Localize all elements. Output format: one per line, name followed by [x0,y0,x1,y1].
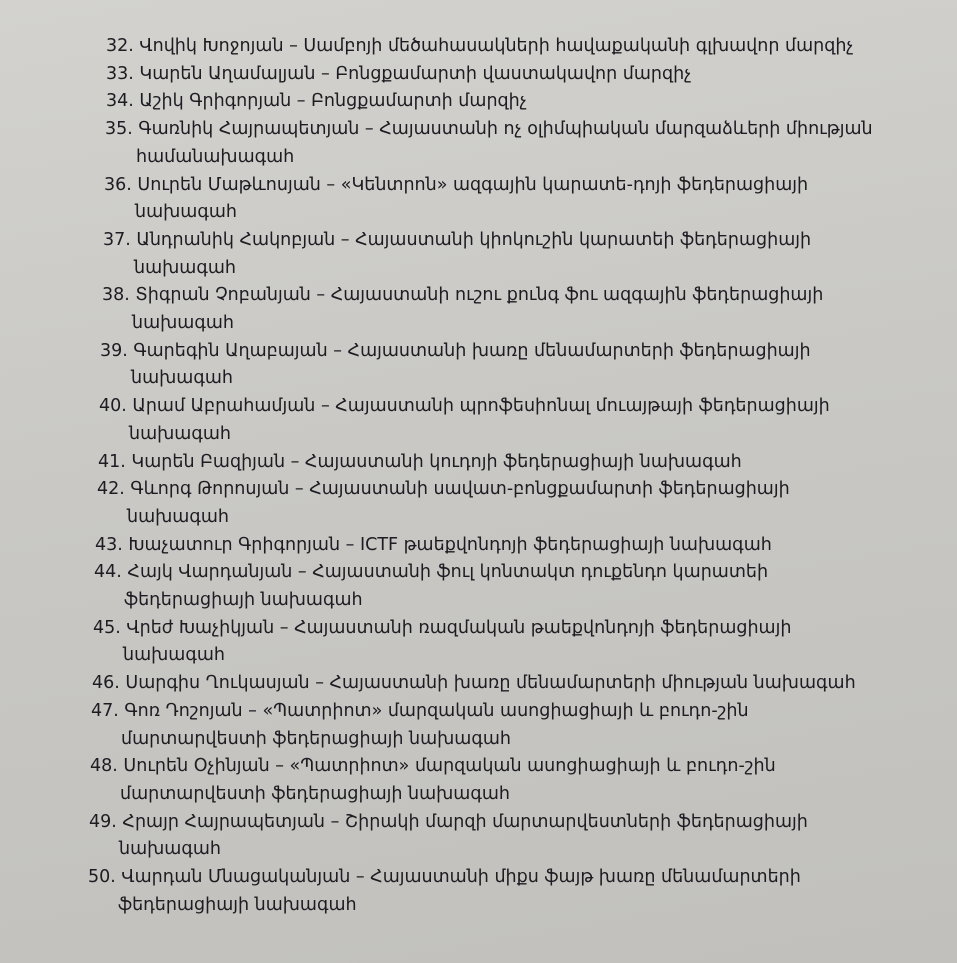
item-number: 37. [103,229,131,250]
item-text: Վրեժ Խաչիկյան – Հայաստանի ռազմական թաեքվոնդոյի ֆեդերացիայի [126,617,792,638]
list-item [0,615,957,670]
item-number: 49. [89,811,117,832]
item-number: 35. [105,119,133,140]
item-number: 47. [91,700,119,721]
item-text: Սարգիս Ղուկասյան – Հայաստանի խառը մենամարտերի միության նախագահ [125,673,856,694]
item-text-continuation: ֆեդերացիայի նախագահ [118,894,357,915]
item-text: Հայկ Վարդանյան – Հայաստանի ֆուլ կոնտակտ դուքենդո կարատեի [127,562,769,583]
list-item [0,338,957,393]
list-item [0,227,957,282]
item-number: 39. [100,340,128,361]
list-item [0,753,957,808]
item-number: 44. [94,562,122,583]
item-text-continuation: նախագահ [119,839,221,860]
item-text-continuation: նախագահ [132,313,234,334]
list-item [0,809,957,864]
list-item [0,393,957,448]
item-text: Կարեն Բազիյան – Հայաստանի կուդոյի ֆեդերացիայի նախագահ [131,451,742,472]
list-item [0,33,957,61]
item-text: Գոռ Դոշոյան – «Պատրիոտ» մարզական ասոցիացիայի և բուդո-շին [124,700,749,721]
item-number: 50. [88,867,116,888]
item-text-continuation: նախագահ [129,423,231,444]
item-text-continuation: մարտարվեստի ֆեդերացիայի նախագահ [121,728,511,749]
item-number: 46. [92,673,120,694]
item-text: Հրայր Հայրապետյան – Շիրակի մարզի մարտարվեստների ֆեդերացիայի [122,811,808,832]
item-text-continuation: նախագահ [134,257,236,278]
list-item [0,532,957,560]
item-text: Գևորգ Թորոսյան – Հայաստանի սավատ-բոնցքամարտի ֆեդերացիայի [130,479,790,500]
item-text-continuation: նախագահ [127,506,229,527]
item-text: Սուրեն Մաթևոսյան – «Կենտրոն» ազգային կարատե-դոյի ֆեդերացիայի [137,174,809,195]
item-text-continuation: համանախագահ [136,146,295,167]
item-number: 38. [102,285,130,306]
item-text-continuation: ֆեդերացիայի նախագահ [124,590,363,611]
list-item [0,476,957,531]
item-text-continuation: նախագահ [123,645,225,666]
item-text: Գարեգին Աղաբայան – Հայաստանի խառը մենամարտերի ֆեդերացիայի [133,340,811,361]
item-text-continuation: նախագահ [135,202,237,223]
item-number: 32. [106,36,134,56]
item-number: 34. [106,91,134,112]
list-item [0,559,957,614]
item-number: 33. [106,63,134,84]
item-text: Վարդան Մնացականյան – Հայաստանի միքս ֆայթ խառը մենամարտերի [121,867,801,888]
member-list [0,33,957,920]
item-number: 36. [104,174,132,195]
item-text: Կարեն Աղամալյան – Բոնցքամարտի վաստակավոր մարզիչ [139,63,692,84]
list-item [0,172,957,227]
item-number: 42. [97,479,125,500]
item-number: 48. [90,756,118,777]
item-number: 43. [95,534,123,555]
list-item [0,116,957,171]
item-number: 41. [98,451,126,472]
item-text-continuation: նախագահ [131,368,233,389]
list-item [0,698,957,753]
item-text: Անդրանիկ Հակոբյան – Հայաստանի կիոկուշին կարատեի ֆեդերացիայի [136,229,812,250]
item-text: Աշիկ Գրիգորյան – Բոնցքամարտի մարզիչ [139,91,527,112]
item-text: Գառնիկ Հայրապետյան – Հայաստանի ոչ օլիմպիական մարզաձևերի միության [138,119,873,140]
item-text: Սուրեն Օչինյան – «Պատրիոտ» մարզական ասոցիացիայի և բուդո-շին [123,756,776,777]
list-item [0,864,957,919]
item-number: 45. [93,617,121,638]
list-item [0,61,957,89]
item-number: 40. [99,396,127,417]
item-text: Տիգրան Չոբանյան – Հայաստանի ուշու քունգ ֆու ազգային ֆեդերացիայի [135,285,824,306]
item-text: Արամ Աբրահամյան – Հայաստանի պրոֆեսիոնալ մուայթայի ֆեդերացիայի [132,396,830,417]
list-item [0,282,957,337]
list-item [0,88,957,116]
item-text-continuation: մարտարվեստի ֆեդերացիայի նախագահ [120,783,510,804]
list-item [0,670,957,698]
item-text: Վովիկ Խոջոյան – Սամբոյի մեծահասակների հավաքականի գլխավոր մարզիչ [139,36,854,56]
list-item [0,449,957,477]
item-text: Խաչատուր Գրիգորյան – ICTF թաեքվոնդոյի ֆեդերացիայի նախագահ [128,534,772,555]
